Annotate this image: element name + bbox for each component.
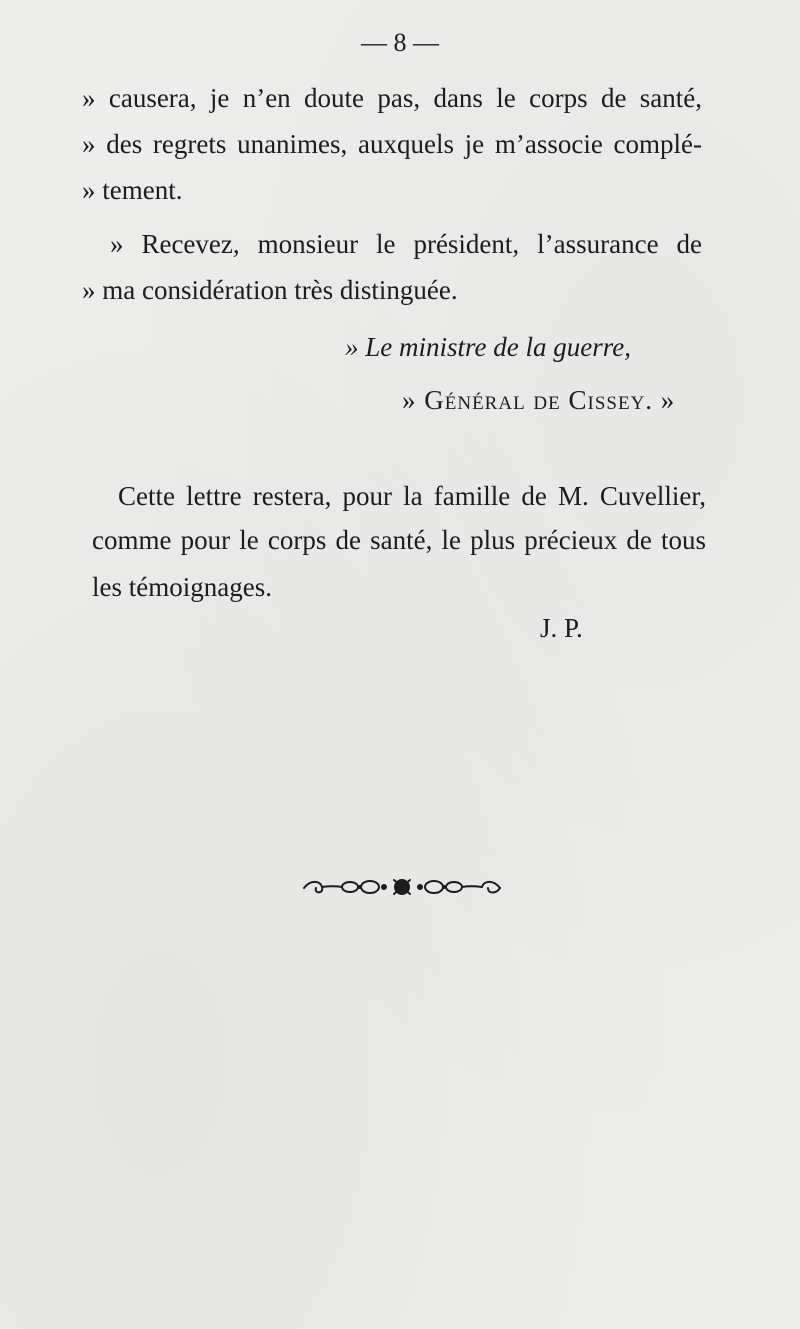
conclusion-line-3: les témoignages.: [92, 572, 272, 602]
letter-line-2: » des regrets unanimes, auxquels je m’associe complé-: [82, 129, 702, 159]
closing-line-2: » ma considération très distinguée.: [82, 275, 458, 305]
page-number: — 8 —: [361, 28, 439, 57]
letter-line-3: » tement.: [82, 175, 183, 205]
signature-title: » Le ministre de la guerre,: [345, 332, 631, 362]
fleuron-ornament-icon: [300, 872, 505, 902]
letter-line-1: » causera, je n’en doute pas, dans le corps de santé,: [82, 83, 702, 113]
closing-line-1: » Recevez, monsieur le président, l’assurance de: [110, 229, 702, 259]
initials: J. P.: [540, 613, 583, 643]
conclusion-line-2: comme pour le corps de santé, le plus précieux de tous: [92, 525, 706, 555]
signature-name: » Général de Cissey. »: [402, 385, 676, 415]
conclusion-line-1: Cette lettre restera, pour la famille de M. Cuvellier,: [118, 481, 706, 511]
